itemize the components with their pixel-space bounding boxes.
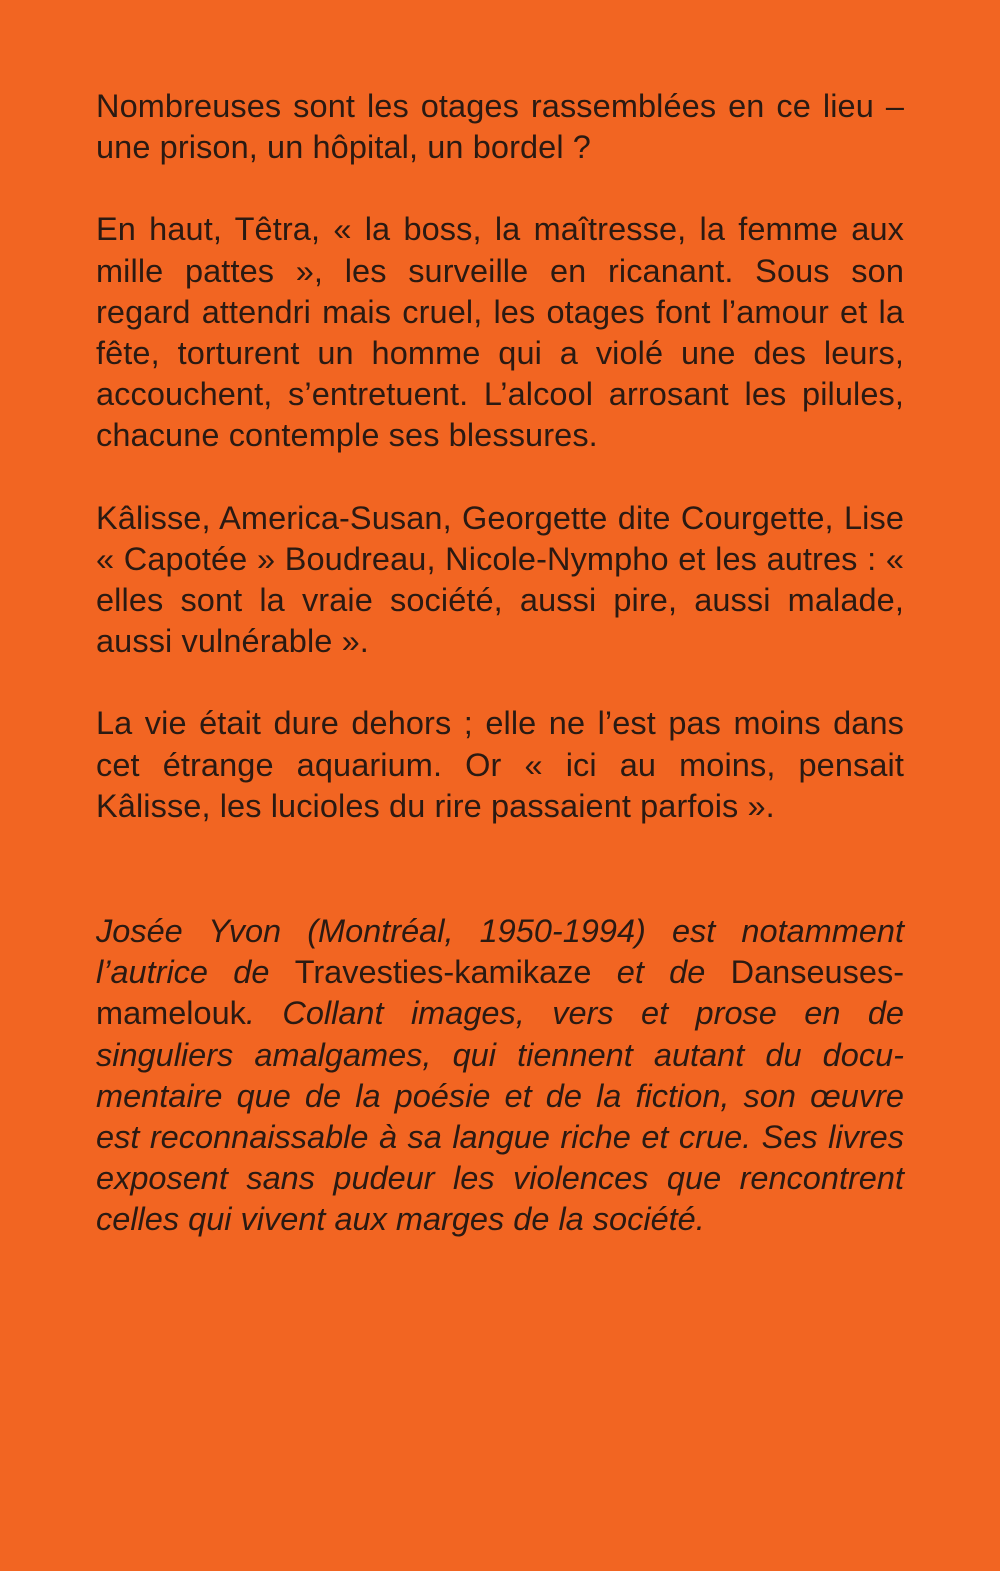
- book-title-travesties: Travesties-kamikaze: [294, 954, 592, 991]
- blurb-paragraph-4: La vie était dure dehors ; elle ne l’est pas moins dans cet étrange aquarium. Or « ici au moins, pensait Kâlisse, les lucioles du rire passaient parfois ».: [96, 705, 904, 824]
- author-bio-rest: . Collant images, vers et prose en de singuliers amalgames, qui tiennent autant du documentaire que de la poésie et de la fiction, son œuvre est reconnaissable à sa langue riche et crue. Ses livres exposent sans pudeur les violences que rencontrent celles qui vivent aux marges de la société.: [96, 995, 904, 1238]
- blurb: [96, 86, 904, 827]
- author-bio-intro: Josée Yvon (Montréal, 1950-1994) est notamment l’autrice de: [96, 913, 904, 991]
- blurb-paragraph-1: Nombreuses sont les otages rassemblées en ce lieu – une prison, un hôpital, un bordel ?: [96, 88, 904, 166]
- author-bio: [96, 911, 904, 1241]
- blurb-paragraph-2: En haut, Têtra, « la boss, la maîtresse, la femme aux mille pattes », les surveille en ricanant. Sous son regard attendri mais cruel, les otages font l’amour et la fête, torturent un homme qui a violé une des leurs, accouchent, s’entretuent. L’alcool arrosant les pilules, chacune contemple ses blessures.: [96, 211, 904, 454]
- book-title-danseuses: Danseuses-mamelouk: [96, 954, 905, 1032]
- blurb-paragraph-3: Kâlisse, America-Susan, Georgette dite Courgette, Lise « Capotée » Boudreau, Nicole-Nympho et les autres : « elles sont la vraie société, aussi pire, aussi malade, aussi vulnérable ».: [96, 499, 904, 660]
- author-bio-connector: et de: [591, 954, 731, 991]
